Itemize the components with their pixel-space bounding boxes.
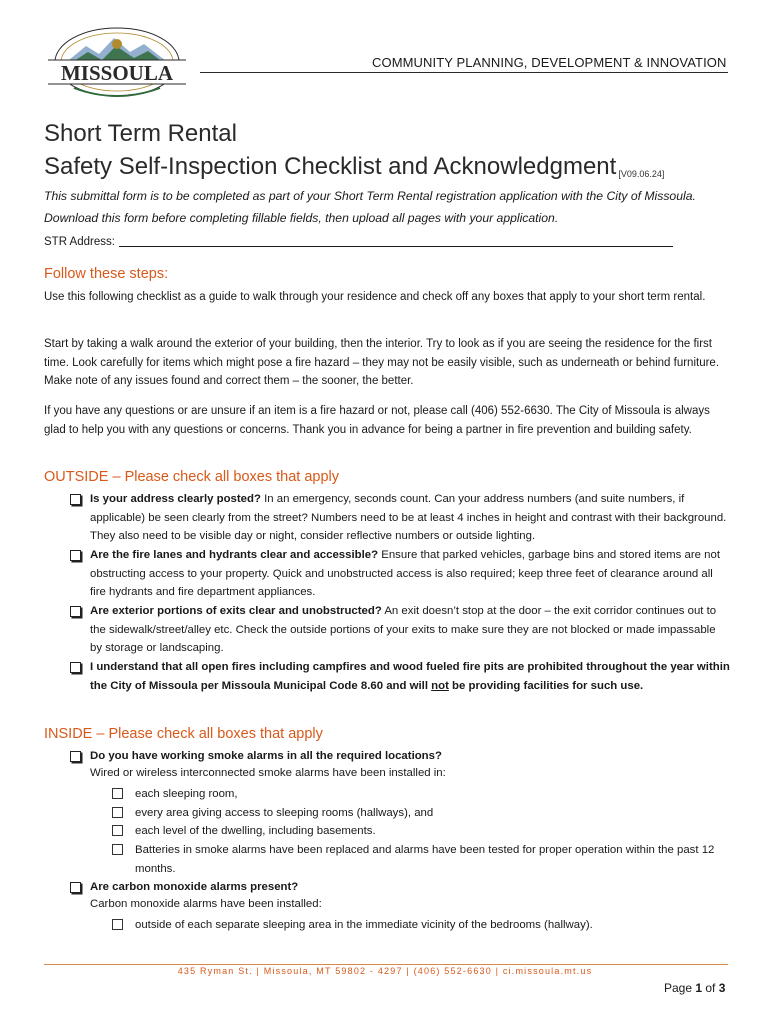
co-lead: Carbon monoxide alarms have been installed: [90, 898, 322, 910]
checkbox[interactable] [70, 494, 81, 505]
checkbox[interactable] [70, 606, 81, 617]
checkbox[interactable] [70, 662, 81, 673]
outside-item-fire-lanes: Are the fire lanes and hydrants clear and accessible? Ensure that parked vehicles, garbage bins and stored items are not obstructing access to your property. Quick and unobstructed access is also required; keep three feet of clearance around all fire hydrants and fire department appliances. [70, 546, 730, 602]
co-option: outside of each separate sleeping area in the immediate vicinity of the bedrooms (hallway). [112, 916, 732, 935]
inside-heading: INSIDE – Please check all boxes that apply [44, 726, 323, 742]
inside-item-co-alarms: Are carbon monoxide alarms present? [70, 878, 730, 897]
smoke-lead: Wired or wireless interconnected smoke alarms have been installed in: [90, 767, 446, 779]
outside-heading: OUTSIDE – Please check all boxes that apply [44, 469, 339, 485]
checkbox[interactable] [112, 807, 123, 818]
smoke-option: each level of the dwelling, including basements. [112, 822, 732, 841]
checkbox[interactable] [112, 825, 123, 836]
smoke-option: every area giving access to sleeping rooms (hallways), and [112, 804, 732, 823]
header-divider [200, 72, 728, 73]
outside-item-open-fires: I understand that all open fires including campfires and wood fueled fire pits are prohibited throughout the year within the City of Missoula per Missoula Municipal Code 8.60 and will not be providing facilities for such use. [70, 658, 730, 695]
title-line-1: Short Term Rental [44, 120, 237, 147]
checkbox[interactable] [70, 882, 81, 893]
str-address-field[interactable] [119, 246, 673, 247]
title-main: Safety Self-Inspection Checklist and Acknowledgment [44, 153, 617, 180]
version-tag: [V09.06.24] [618, 169, 665, 179]
steps-paragraph: Start by taking a walk around the exterior of your building, then the interior. Try to look as if you are seeing the residence for the first time. Look carefully for items which might pose a fire hazard – they may not be easily visible, such as underneath or behind furniture. Make note of any issues found and correct them – the sooner, the better. [44, 338, 720, 387]
outside-item-address: Is your address clearly posted? In an emergency, seconds count. Can your address numbers (and suite numbers, if applicable) be seen clearly from the street? Numbers need to be at least 4 inches in height and contrast with their background. They also need to be visible day or night, consider reflective numbers or outside lighting. [70, 490, 730, 546]
steps-paragraph: If you have any questions or are unsure if an item is a fire hazard or not, please call (406) 552-6630. The City of Missoula is always glad to help you with any questions or concerns. Thank you in advance for being a partner in fire prevention and building safety. [44, 405, 710, 436]
checkbox[interactable] [70, 751, 81, 762]
intro-text: This submittal form is to be completed as part of your Short Term Rental registration application with the City of Missoula. Download this form before completing fillable fields, then upload all pages with your application. [44, 189, 696, 225]
outside-item-exits: Are exterior portions of exits clear and unobstructed? An exit doesn’t stop at the door – the exit corridor continues out to the sidewalk/street/alley etc. Check the outside portions of your exits to make sure they are not blocked or made impassable by storage or landscaping. [70, 602, 730, 658]
checkbox[interactable] [70, 550, 81, 561]
smoke-option: Batteries in smoke alarms have been replaced and alarms have been tested for proper operation within the past 12 months. [112, 841, 732, 878]
logo-text: MISSOULA [60, 61, 174, 85]
inside-item-smoke-alarms: Do you have working smoke alarms in all the required locations? [70, 747, 730, 766]
str-address-row [44, 236, 673, 248]
steps-paragraph: Use this following checklist as a guide to walk through your residence and check off any boxes that apply to your short term rental. [44, 291, 706, 303]
department-name: COMMUNITY PLANNING, DEVELOPMENT & INNOVATION [372, 55, 727, 70]
steps-heading: Follow these steps: [44, 266, 169, 282]
footer-divider [44, 964, 728, 965]
checkbox[interactable] [112, 919, 123, 930]
smoke-option: each sleeping room, [112, 785, 732, 804]
title-line-2 [44, 153, 664, 181]
page-number: Page 1 of 3 [664, 981, 726, 995]
str-address-label: STR Address: [44, 236, 115, 248]
footer-address: 435 Ryman St. | Missoula, MT 59802 - 4297 | (406) 552-6630 | ci.missoula.mt.us [177, 966, 593, 976]
checkbox[interactable] [112, 788, 123, 799]
checkbox[interactable] [112, 844, 123, 855]
missoula-logo-icon [44, 24, 190, 108]
